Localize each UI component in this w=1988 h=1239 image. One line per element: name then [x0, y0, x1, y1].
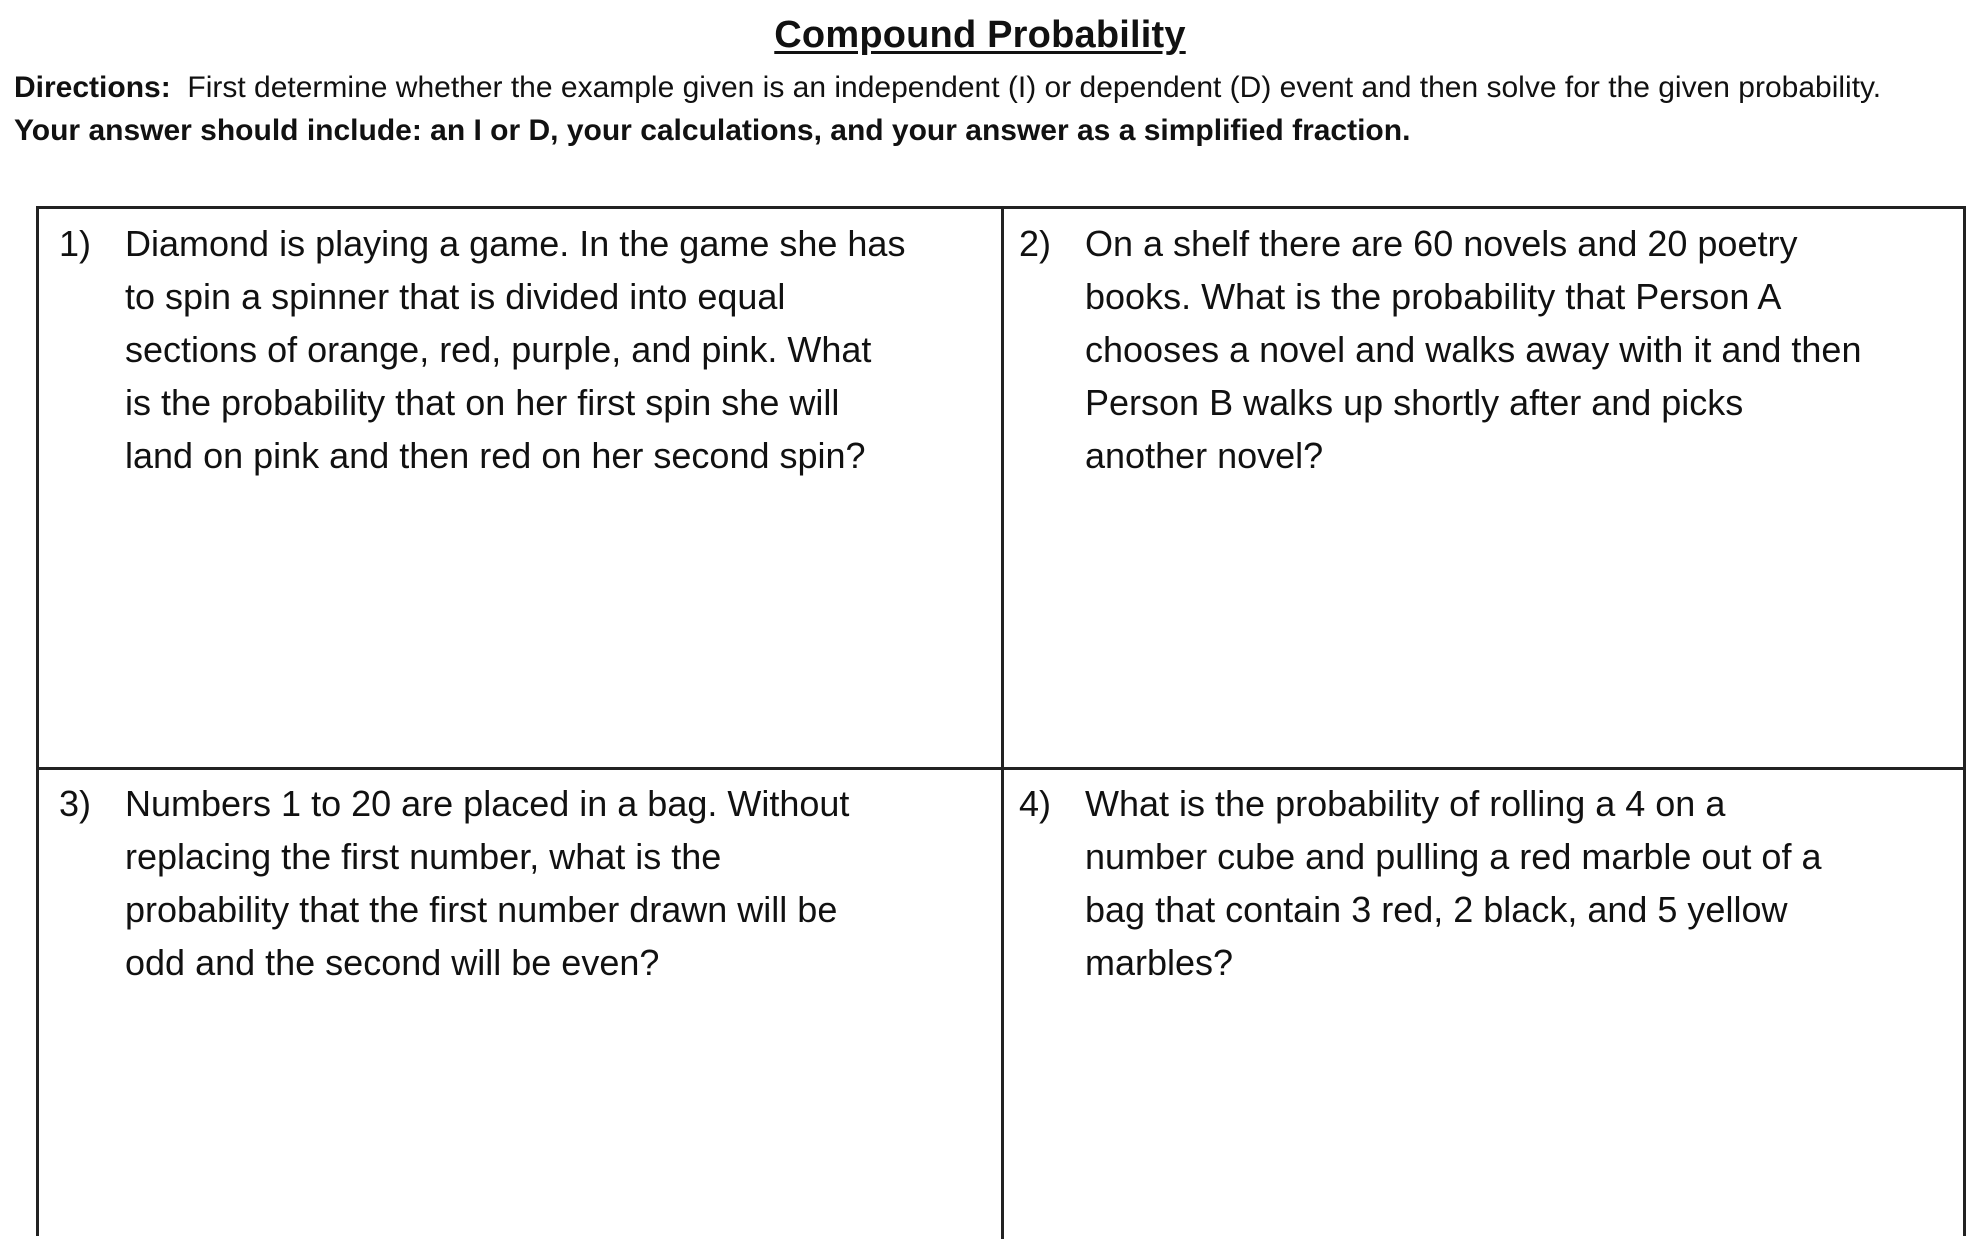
problem-line: land on pink and then red on her second spin?: [125, 435, 866, 476]
problem-line: books. What is the probability that Person A: [1085, 276, 1782, 317]
problem-line: bag that contain 3 red, 2 black, and 5 yellow: [1085, 889, 1788, 930]
problem-line: to spin a spinner that is divided into equal: [125, 276, 786, 317]
directions-bold-text: Your answer should include: an I or D, your calculations, and your answer as a simplified fraction.: [14, 114, 1411, 147]
problem-line: Diamond is playing a game. In the game she has: [125, 223, 906, 264]
grid-horizontal-divider: [39, 767, 1963, 770]
directions-block: [14, 66, 1954, 152]
problem-text: [125, 217, 1005, 482]
problem-number: 4): [1019, 783, 1052, 824]
problem-line: replacing the first number, what is the: [125, 836, 722, 877]
directions-label: Directions:: [14, 71, 171, 104]
problem-line: is the probability that on her first spin she will: [125, 382, 840, 423]
problem-line: sections of orange, red, purple, and pink. What: [125, 329, 872, 370]
problem-line: number cube and pulling a red marble out of a: [1085, 836, 1822, 877]
problem-line: What is the probability of rolling a 4 on a: [1085, 783, 1726, 824]
problem-number: 1): [59, 223, 92, 264]
problem-line: another novel?: [1085, 435, 1324, 476]
problem-number: 2): [1019, 223, 1052, 264]
problem-line: probability that the first number drawn will be: [125, 889, 838, 930]
problem-line: Person B walks up shortly after and picks: [1085, 382, 1744, 423]
problem-text: [1085, 217, 1965, 482]
problem-line: Numbers 1 to 20 are placed in a bag. Without: [125, 783, 850, 824]
problem-line: chooses a novel and walks away with it and then: [1085, 329, 1862, 370]
problem-text: [1085, 777, 1965, 989]
problem-text: [125, 777, 1005, 989]
problem-number: 3): [59, 783, 92, 824]
problem-line: marbles?: [1085, 942, 1234, 983]
problem-line: On a shelf there are 60 novels and 20 poetry: [1085, 223, 1798, 264]
page-title: Compound Probability: [774, 14, 1186, 56]
problem-grid: [36, 206, 1966, 1236]
problem-line: odd and the second will be even?: [125, 942, 660, 983]
directions-text: First determine whether the example given is an independent (I) or dependent (D) event and then solve for the given probability.: [187, 71, 1882, 104]
